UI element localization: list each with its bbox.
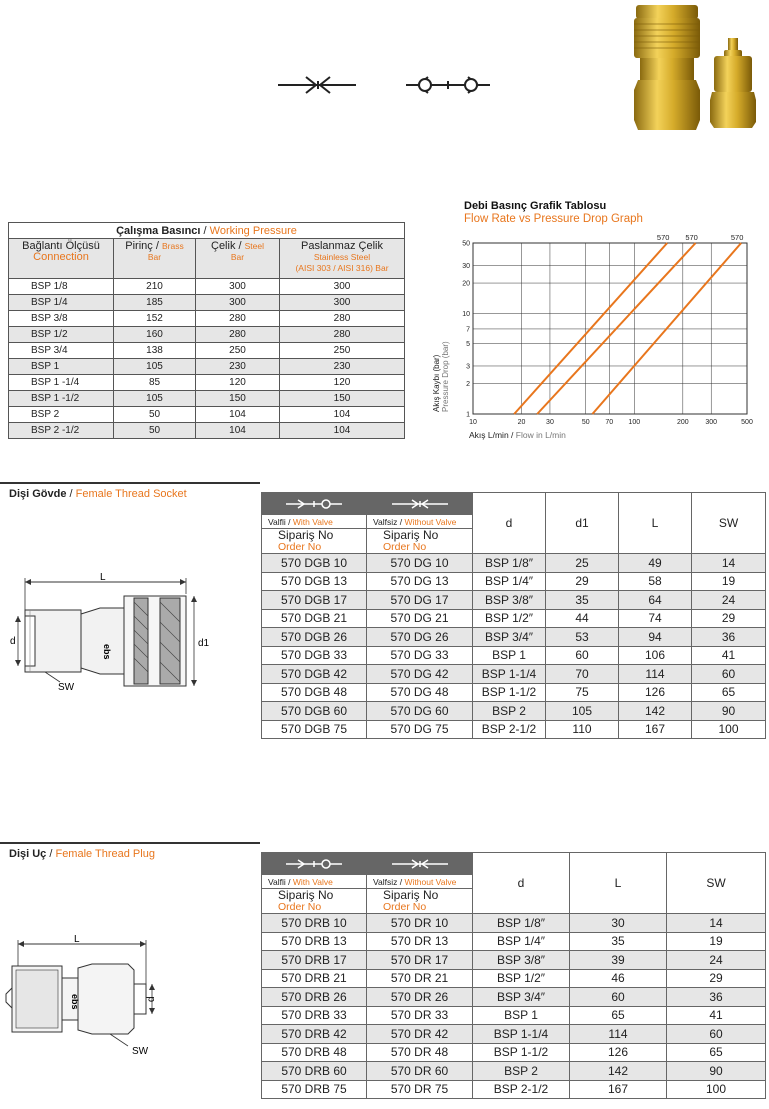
order-without-valve-cell: 570 DG 13 [367,572,473,591]
order-without-valve-cell: 570 DG 21 [367,609,473,628]
y-axis-label-tr: Akış Kaybı (bar) [432,354,441,412]
L-cell: 64 [619,591,692,610]
table-row [262,702,766,721]
order-with-valve-cell: 570 DGB 60 [262,702,367,721]
drawing-label-d: d [10,636,16,647]
order-without-valve-cell: 570 DR 33 [367,1006,473,1025]
d1-cell: 25 [546,554,619,573]
d-cell: BSP 2 [473,1062,570,1081]
L-cell: 60 [570,988,667,1007]
order-with-valve-cell: 570 DRB 26 [262,988,367,1007]
connection-cell: BSP 1/8 [9,279,114,295]
table-row [262,1043,766,1062]
drawing-label-L: L [74,934,80,945]
order-with-valve-cell: 570 DRB 10 [262,914,367,933]
order-without-valve-cell: 570 DG 26 [367,628,473,647]
table-row [262,1025,766,1044]
y-tick-label: 7 [466,326,470,334]
stainless-cell: 104 [280,423,405,439]
x-axis-label-sep: / [508,430,516,440]
brass-cell: 185 [114,295,196,311]
order-with-valve-cell: 570 DGB 26 [262,628,367,647]
d1-cell: 35 [546,591,619,610]
series-label: 570 [685,233,698,242]
y-tick-label: 20 [462,280,470,288]
brass-cell: 138 [114,343,196,359]
SW-cell: 36 [667,988,766,1007]
stainless-cell: 230 [280,359,405,375]
steel-cell: 300 [196,295,280,311]
table-row [262,628,766,647]
SW-cell: 100 [692,720,766,739]
d-cell: BSP 1/8″ [473,554,546,573]
coupling-without-valve-icon [390,857,450,871]
d1-cell: 110 [546,720,619,739]
order-with-valve-cell: 570 DRB 33 [262,1006,367,1025]
table-row [262,554,766,573]
x-tick-label: 10 [469,419,477,426]
L-cell: 114 [619,665,692,684]
coupling-without-valve-icon [276,70,358,100]
table-row [262,1062,766,1081]
d-cell: BSP 1 [473,1006,570,1025]
d-cell: BSP 1/2″ [473,969,570,988]
L-cell: 126 [619,683,692,702]
d-cell: BSP 1-1/4 [473,665,546,684]
order-with-valve-cell: 570 DGB 13 [262,572,367,591]
col-stainless: Paslanmaz Çelik Stainless Steel (AISI 303 / AISI 316) Bar [280,239,405,279]
col-d: d [473,493,546,554]
table-row [262,591,766,610]
d1-cell: 70 [546,665,619,684]
x-tick-label: 200 [676,419,689,426]
SW-cell: 90 [667,1062,766,1081]
connection-cell: BSP 1/2 [9,327,114,343]
col-d1: d1 [546,493,619,554]
steel-cell: 250 [196,343,280,359]
chart-subtitle: Flow Rate vs Pressure Drop Graph [464,213,643,225]
order-with-valve-cell: 570 DGB 33 [262,646,367,665]
table-row [262,969,766,988]
order-with-valve-cell: 570 DGB 17 [262,591,367,610]
L-cell: 126 [570,1043,667,1062]
connection-cell: BSP 2 -1/2 [9,423,114,439]
order-without-valve-cell: 570 DR 42 [367,1025,473,1044]
L-cell: 35 [570,932,667,951]
order-without-valve-cell: 570 DR 60 [367,1062,473,1081]
SW-cell: 29 [667,969,766,988]
table-row [262,988,766,1007]
brand-logo: ebs [102,644,112,660]
brass-cell: 160 [114,327,196,343]
table-row [262,1080,766,1099]
SW-cell: 36 [692,628,766,647]
chart-title: Debi Basınç Grafik Tablosu [464,200,607,212]
d-cell: BSP 3/8″ [473,591,546,610]
order-with-valve-cell: 570 DRB 75 [262,1080,367,1099]
order-no-header: Sipariş No Order No [367,529,473,554]
flow-pressure-chart [425,226,769,442]
steel-cell: 280 [196,327,280,343]
without-valve-symbol-cell [367,493,473,515]
without-valve-symbol-cell [367,853,473,875]
x-tick-label: 100 [628,419,641,426]
order-no-header: Sipariş No Order No [262,889,367,914]
d-cell: BSP 1-1/2 [473,1043,570,1062]
without-valve-label: Valfsiz / Without Valve [367,515,473,529]
order-with-valve-cell: 570 DGB 21 [262,609,367,628]
col-brass: Pirinç / Brass Bar [114,239,196,279]
d-cell: BSP 1/2″ [473,609,546,628]
with-valve-symbol-cell [262,493,367,515]
plug-technical-drawing [0,934,180,1064]
order-no-header: Sipariş No Order No [367,889,473,914]
y-axis-label-en: Pressure Drop (bar) [441,341,450,412]
order-without-valve-cell: 570 DG 33 [367,646,473,665]
SW-cell: 41 [667,1006,766,1025]
d-cell: BSP 3/4″ [473,628,546,647]
col-SW: SW [667,853,766,914]
x-axis-label-en: Flow in L/min [515,430,566,440]
col-d: d [473,853,570,914]
L-cell: 58 [619,572,692,591]
coupling-with-valve-icon [404,70,492,100]
x-tick-label: 70 [605,419,614,426]
L-cell: 30 [570,914,667,933]
drawing-label-d1: d1 [198,638,210,649]
without-valve-label: Valfsiz / Without Valve [367,875,473,889]
series-label: 570 [730,233,744,242]
order-without-valve-cell: 570 DG 42 [367,665,473,684]
coupling-without-valve-icon [390,497,450,511]
x-tick-label: 50 [581,419,590,426]
x-tick-label: 30 [546,419,554,426]
L-cell: 106 [619,646,692,665]
order-with-valve-cell: 570 DGB 42 [262,665,367,684]
x-axis-label [469,430,566,440]
connection-cell: BSP 1 -1/2 [9,391,114,407]
connection-cell: BSP 1 [9,359,114,375]
order-with-valve-cell: 570 DRB 13 [262,932,367,951]
order-without-valve-cell: 570 DR 75 [367,1080,473,1099]
steel-cell: 150 [196,391,280,407]
d1-cell: 29 [546,572,619,591]
L-cell: 94 [619,628,692,647]
section-title-plug: Dişi Uç / Female Thread Plug [9,848,155,860]
stainless-cell: 150 [280,391,405,407]
d-cell: BSP 1/4″ [473,572,546,591]
product-photo [624,0,769,138]
stainless-cell: 280 [280,311,405,327]
table-row [262,914,766,933]
y-tick-label: 3 [466,363,470,371]
drawing-label-SW: SW [132,1046,149,1057]
table-row [9,343,405,359]
y-tick-label: 1 [466,411,470,419]
x-tick-label: 300 [705,419,718,426]
order-without-valve-cell: 570 DR 13 [367,932,473,951]
d-cell: BSP 3/4″ [473,988,570,1007]
L-cell: 74 [619,609,692,628]
series-label: 570 [656,233,670,242]
d1-cell: 60 [546,646,619,665]
L-cell: 49 [619,554,692,573]
order-with-valve-cell: 570 DRB 48 [262,1043,367,1062]
with-valve-symbol-cell [262,853,367,875]
socket-table [261,492,766,739]
L-cell: 46 [570,969,667,988]
SW-cell: 29 [692,609,766,628]
d1-cell: 75 [546,683,619,702]
SW-cell: 60 [667,1025,766,1044]
L-cell: 65 [570,1006,667,1025]
drawing-label-d: d [146,996,157,1002]
d-cell: BSP 1/4″ [473,932,570,951]
table-row [9,295,405,311]
y-tick-label: 5 [466,341,470,349]
connection-cell: BSP 3/4 [9,343,114,359]
order-without-valve-cell: 570 DR 48 [367,1043,473,1062]
stainless-cell: 300 [280,295,405,311]
SW-cell: 100 [667,1080,766,1099]
table-row [9,391,405,407]
table-row [9,359,405,375]
connection-cell: BSP 1 -1/4 [9,375,114,391]
plug-table [261,852,766,1099]
steel-cell: 104 [196,423,280,439]
working-pressure-table [8,222,405,439]
SW-cell: 65 [692,683,766,702]
order-no-header: Sipariş No Order No [262,529,367,554]
brass-cell: 105 [114,391,196,407]
connection-cell: BSP 2 [9,407,114,423]
x-tick-label: 20 [517,419,526,426]
y-tick-label: 50 [462,240,470,248]
steel-cell: 300 [196,279,280,295]
d-cell: BSP 1-1/2 [473,683,546,702]
y-tick-label: 2 [466,381,470,389]
steel-cell: 104 [196,407,280,423]
col-SW: SW [692,493,766,554]
SW-cell: 24 [692,591,766,610]
table-row [9,407,405,423]
with-valve-label: Valfli / With Valve [262,515,367,529]
d-cell: BSP 2-1/2 [473,1080,570,1099]
L-cell: 142 [619,702,692,721]
order-without-valve-cell: 570 DG 75 [367,720,473,739]
stainless-cell: 250 [280,343,405,359]
SW-cell: 14 [692,554,766,573]
order-without-valve-cell: 570 DR 26 [367,988,473,1007]
order-without-valve-cell: 570 DR 17 [367,951,473,970]
connection-cell: BSP 1/4 [9,295,114,311]
plot-area [473,243,747,414]
x-axis-label-tr: Akış L/min [469,430,509,440]
table-row [262,951,766,970]
table-row [262,646,766,665]
table-row [262,572,766,591]
table-row [9,423,405,439]
d-cell: BSP 1 [473,646,546,665]
brass-cell: 210 [114,279,196,295]
d-cell: BSP 2-1/2 [473,720,546,739]
table-row [262,932,766,951]
order-without-valve-cell: 570 DG 17 [367,591,473,610]
stainless-cell: 120 [280,375,405,391]
table-row [9,279,405,295]
d1-cell: 53 [546,628,619,647]
stainless-cell: 280 [280,327,405,343]
d1-cell: 105 [546,702,619,721]
connection-cell: BSP 3/8 [9,311,114,327]
order-with-valve-cell: 570 DRB 60 [262,1062,367,1081]
coupling-with-valve-icon [284,497,344,511]
brass-cell: 50 [114,407,196,423]
y-tick-label: 10 [462,310,470,318]
SW-cell: 90 [692,702,766,721]
SW-cell: 24 [667,951,766,970]
order-with-valve-cell: 570 DGB 48 [262,683,367,702]
table-row [9,375,405,391]
SW-cell: 19 [692,572,766,591]
order-with-valve-cell: 570 DGB 10 [262,554,367,573]
SW-cell: 60 [692,665,766,684]
order-with-valve-cell: 570 DRB 42 [262,1025,367,1044]
steel-cell: 120 [196,375,280,391]
L-cell: 114 [570,1025,667,1044]
L-cell: 167 [619,720,692,739]
order-with-valve-cell: 570 DGB 75 [262,720,367,739]
L-cell: 142 [570,1062,667,1081]
order-without-valve-cell: 570 DG 48 [367,683,473,702]
pressure-table-title: Çalışma Basıncı / Working Pressure [9,223,405,239]
steel-cell: 280 [196,311,280,327]
order-with-valve-cell: 570 DRB 21 [262,969,367,988]
brass-cell: 85 [114,375,196,391]
order-without-valve-cell: 570 DR 21 [367,969,473,988]
table-row [9,311,405,327]
table-row [262,1006,766,1025]
d-cell: BSP 1-1/4 [473,1025,570,1044]
order-without-valve-cell: 570 DG 60 [367,702,473,721]
drawing-label-SW: SW [58,682,75,693]
table-row [262,683,766,702]
y-tick-label: 30 [462,262,470,270]
stainless-cell: 104 [280,407,405,423]
col-steel: Çelik / Steel Bar [196,239,280,279]
section-divider [0,482,260,484]
brass-cell: 152 [114,311,196,327]
order-without-valve-cell: 570 DG 10 [367,554,473,573]
d-cell: BSP 2 [473,702,546,721]
socket-technical-drawing [0,572,230,697]
SW-cell: 19 [667,932,766,951]
brand-logo: ebs [70,994,80,1010]
table-row [262,720,766,739]
col-connection: Bağlantı Ölçüsü Connection [9,239,114,279]
with-valve-label: Valfli / With Valve [262,875,367,889]
table-row [9,327,405,343]
brass-cell: 105 [114,359,196,375]
d-cell: BSP 1/8″ [473,914,570,933]
section-title-socket: Dişi Gövde / Female Thread Socket [9,488,187,500]
d-cell: BSP 3/8″ [473,951,570,970]
brass-cell: 50 [114,423,196,439]
SW-cell: 41 [692,646,766,665]
col-L: L [570,853,667,914]
table-row [262,609,766,628]
SW-cell: 14 [667,914,766,933]
table-row [262,665,766,684]
L-cell: 39 [570,951,667,970]
order-with-valve-cell: 570 DRB 17 [262,951,367,970]
L-cell: 167 [570,1080,667,1099]
order-without-valve-cell: 570 DR 10 [367,914,473,933]
stainless-cell: 300 [280,279,405,295]
coupling-with-valve-icon [284,857,344,871]
section-divider [0,842,260,844]
d1-cell: 44 [546,609,619,628]
x-tick-label: 500 [741,419,753,426]
col-L: L [619,493,692,554]
steel-cell: 230 [196,359,280,375]
drawing-label-L: L [100,572,106,583]
SW-cell: 65 [667,1043,766,1062]
